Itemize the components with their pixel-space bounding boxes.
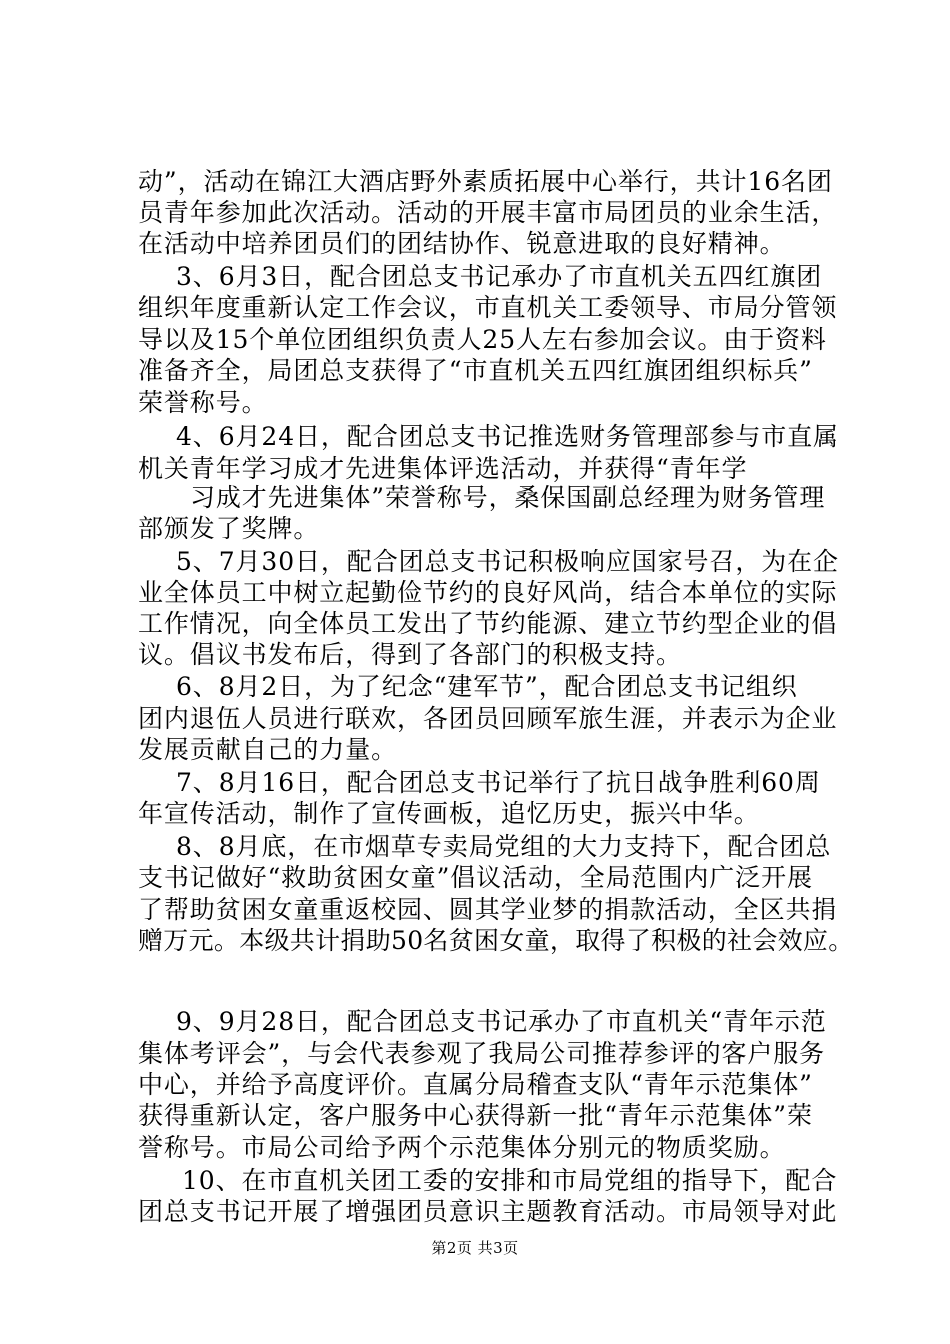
text-line: 集体考评会”，与会代表参观了我局公司推荐参评的客户服务 xyxy=(138,1039,826,1068)
text-line: 组织年度重新认定工作会议，市直机关工委领导、市局分管领 xyxy=(138,293,838,322)
text-line: 7、8月16日，配合团总支书记举行了抗日战争胜利60周 xyxy=(176,768,821,797)
text-line: 机关青年学习成才先进集体评选活动，并获得“青年学 xyxy=(138,454,748,483)
text-line: 获得重新认定，客户服务中心获得新一批“青年示范集体”荣 xyxy=(138,1101,813,1130)
text-line: 了帮助贫困女童重返校园、圆其学业梦的捐款活动，全区共捐 xyxy=(138,895,838,924)
text-line: 在活动中培养团员们的团结协作、锐意进取的良好精神。 xyxy=(138,229,786,258)
text-line: 习成才先进集体”荣誉称号，桑保国副总经理为财务管理 xyxy=(190,483,826,512)
text-line: 4、6月24日，配合团总支书记推选财务管理部参与市直属 xyxy=(176,422,839,451)
text-line: 中心，并给予高度评价。直属分局稽查支队“青年示范集体” xyxy=(138,1070,813,1099)
text-line: 6、8月2日，为了纪念“建军节”，配合团总支书记组织 xyxy=(176,672,798,701)
text-line: 5、7月30日，配合团总支书记积极响应国家号召，为在企 xyxy=(176,547,839,576)
text-line: 赠万元。本级共计捐助50名贫困女童，取得了积极的社会效应。 xyxy=(138,926,854,955)
text-line: 团内退伍人员进行联欢，各团员回顾军旅生涯，并表示为企业 xyxy=(138,704,838,733)
text-line: 8、8月底，在市烟草专卖局党组的大力支持下，配合团总 xyxy=(176,832,832,861)
text-line: 10、在市直机关团工委的安排和市局党组的指导下，配合 xyxy=(182,1166,838,1195)
text-line: 支书记做好“救助贫困女童”倡议活动，全局范围内广泛开展 xyxy=(138,863,813,892)
text-line: 导以及15个单位团组织负责人25人左右参加会议。由于资料 xyxy=(138,325,827,354)
text-line: 部颁发了奖牌。 xyxy=(138,514,320,543)
text-line: 荣誉称号。 xyxy=(138,388,268,417)
text-line: 业全体员工中树立起勤俭节约的良好风尚，结合本单位的实际 xyxy=(138,578,838,607)
text-line: 准备齐全，局团总支获得了“市直机关五四红旗团组织标兵” xyxy=(138,356,813,385)
text-line: 议。倡议书发布后，得到了各部门的积极支持。 xyxy=(138,640,682,669)
text-line: 发展贡献自己的力量。 xyxy=(138,735,398,764)
text-line: 动”，活动在锦江大酒店野外素质拓展中心举行，共计16名团 xyxy=(138,167,833,196)
text-line: 年宣传活动，制作了宣传画板，追忆历史，振兴中华。 xyxy=(138,799,760,828)
text-line: 3、6月3日，配合团总支书记承办了市直机关五四红旗团 xyxy=(176,262,823,291)
text-line: 团总支书记开展了增强团员意识主题教育活动。市局领导对此 xyxy=(138,1197,838,1226)
text-line: 员青年参加此次活动。活动的开展丰富市局团员的业余生活， xyxy=(138,198,838,227)
text-line: 9、9月28日，配合团总支书记承办了市直机关“青年示范 xyxy=(176,1007,827,1036)
page-number-footer: 第2页 共3页 xyxy=(431,1239,519,1257)
text-line: 誉称号。市局公司给予两个示范集体分别元的物质奖励。 xyxy=(138,1133,786,1162)
text-line: 工作情况，向全体员工发出了节约能源、建立节约型企业的倡 xyxy=(138,609,838,638)
